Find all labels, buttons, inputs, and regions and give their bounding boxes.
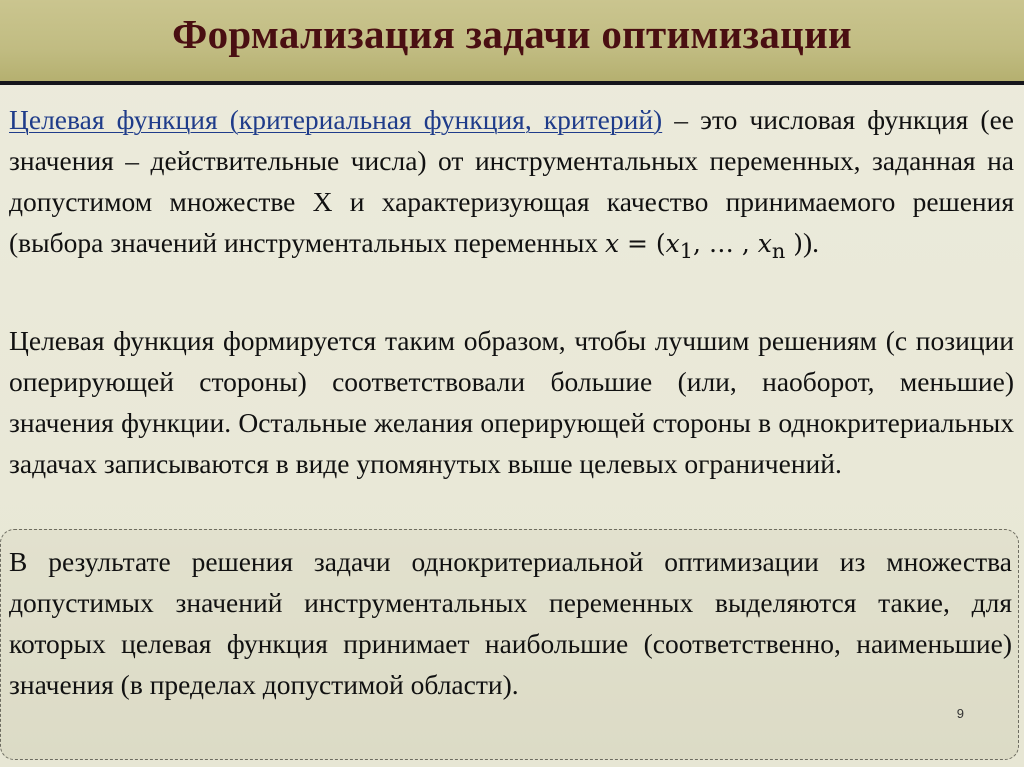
paragraph-result: В результате решения задачи однокритериальной оптимизации из множества допустимых значений инструментальных переменных выделяются такие, для которых целевая функция принимает наибольшие (соответственно, наименьшие) значения (в пределах допустимой области). bbox=[9, 546, 1012, 700]
page-number: 9 bbox=[956, 706, 964, 721]
math-formula: $x = (x_1$, … , $x_n$ ) bbox=[604, 229, 803, 263]
paragraph-definition bbox=[9, 99, 1014, 272]
definition-text: – это числовая функция (ее значения – действительные числа) от инструментальных переменных, заданная на допустимом множестве X и характеризующая качество принимаемого решения (выбора значений инструментальных переменных bbox=[9, 104, 1014, 258]
paragraph-formation: Целевая функция формируется таким образом, чтобы лучшим решениям (с позиции оперирующей стороны) соответствовали большие (или, наоборот, меньшие) значения функции. Остальные желания оперирующей стороны в однокритериальных задачах записываются в виде упомянутых выше целевых ограничений. bbox=[9, 325, 1014, 479]
term-objective-function: Целевая функция (критериальная функция, критерий) bbox=[9, 104, 663, 135]
title-bar bbox=[0, 0, 1024, 81]
slide-title: Формализация задачи оптимизации bbox=[172, 11, 852, 57]
definition-end: ). bbox=[803, 227, 820, 258]
